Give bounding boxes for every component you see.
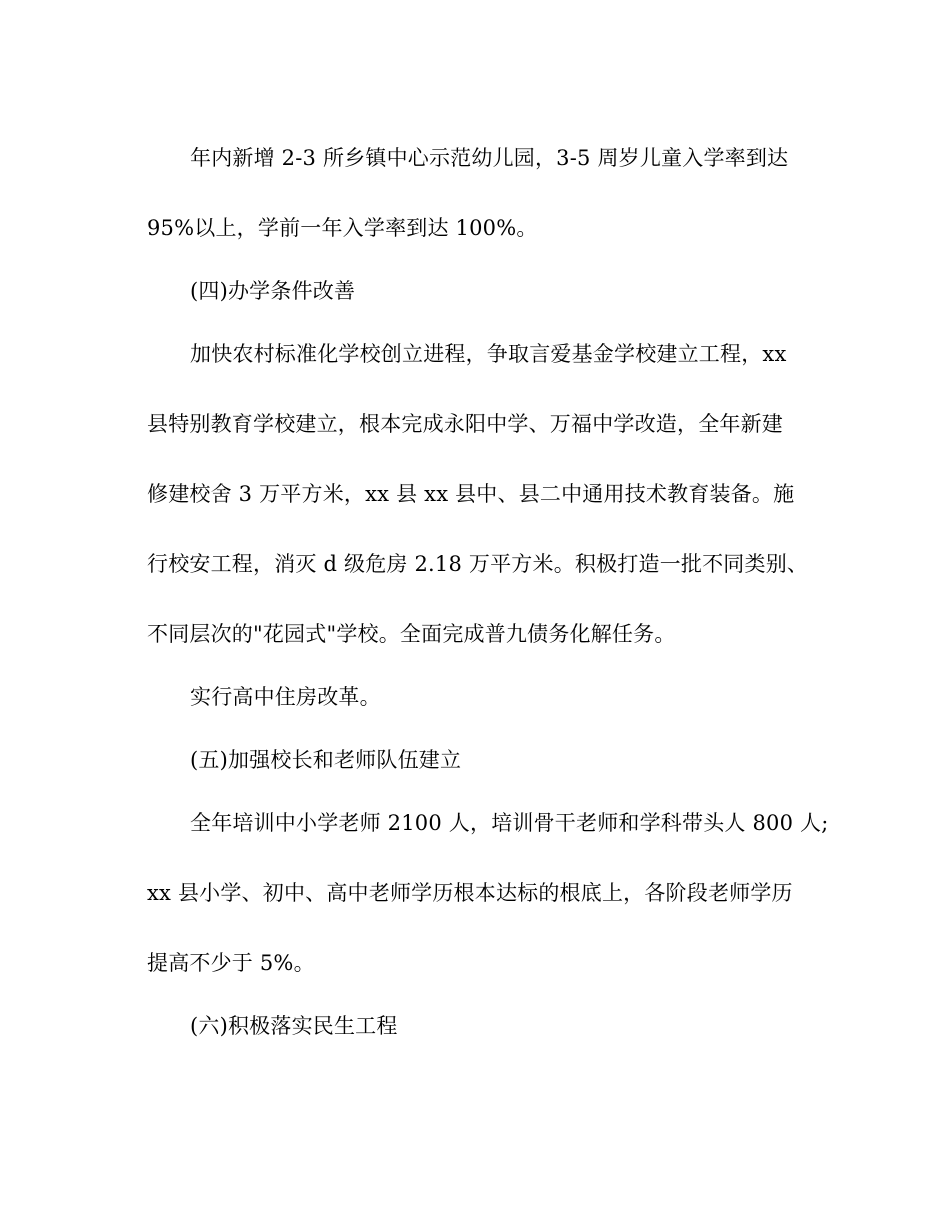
section-heading: (四)办学条件改善 [190,279,356,303]
paragraph-line: 修建校舍 3 万平方米，xx 县 xx 县中、县二中通用技术教育装备。施 [147,482,795,506]
paragraph-line: 提高不少于 5%。 [147,951,315,975]
paragraph-line: 加快农村标准化学校创立进程，争取言爱基金学校建立工程，xx [190,342,787,366]
section-heading: (五)加强校长和老师队伍建立 [190,748,462,772]
paragraph-line: 县特别教育学校建立，根本完成永阳中学、万福中学改造，全年新建 [147,412,783,436]
paragraph-line: 全年培训中小学老师 2100 人，培训骨干老师和学科带头人 800 人; [190,811,829,835]
paragraph-line: xx 县小学、初中、高中老师学历根本达标的根底上，各阶段老师学历 [147,881,793,905]
paragraph-line: 95%以上，学前一年入学率到达 100%。 [147,216,538,240]
paragraph-line: 实行高中住房改革。 [190,685,381,709]
section-heading: (六)积极落实民生工程 [190,1014,398,1038]
paragraph-line: 行校安工程，消灭 d 级危房 2.18 万平方米。积极打造一批不同类别、 [147,552,809,576]
paragraph-line: 不同层次的"花园式"学校。全面完成普九债务化解任务。 [147,622,676,646]
paragraph-line: 年内新增 2-3 所乡镇中心示范幼儿园，3-5 周岁儿童入学率到达 [190,146,789,170]
